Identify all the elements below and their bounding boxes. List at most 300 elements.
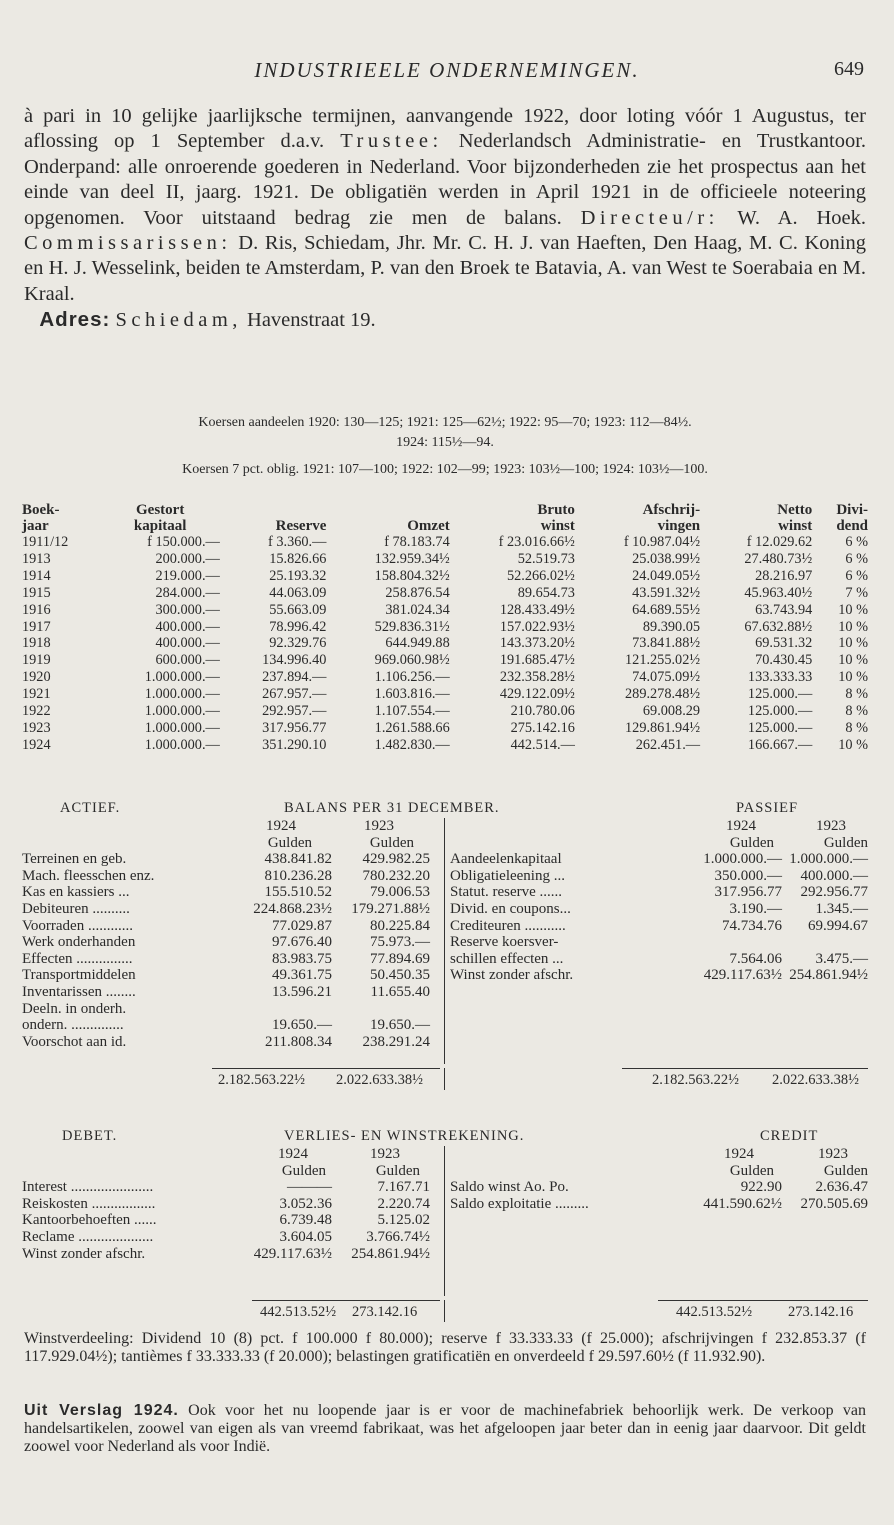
table-cell: 70.430.45 bbox=[755, 652, 813, 669]
table-cell: 10 % bbox=[838, 652, 868, 669]
year-1: 1924 bbox=[726, 818, 756, 834]
table-row bbox=[20, 551, 870, 568]
unit-header bbox=[450, 1163, 868, 1180]
debet-title: DEBET. bbox=[62, 1128, 118, 1144]
ledger-value-1924: 224.868.23½ bbox=[253, 900, 332, 917]
ledger-label: Terreinen en geb. bbox=[22, 851, 127, 868]
table-row bbox=[20, 703, 870, 720]
ledger-label: Divid. en coupons... bbox=[450, 900, 571, 917]
table-cell: 1.000.000.— bbox=[144, 669, 220, 686]
ledger-value-1923: 780.232.20 bbox=[362, 867, 430, 884]
share-prices-line: Koersen aandeelen 1920: 130—125; 1921: 125—62½; 1922: 95—70; 1923: 112—84½. bbox=[198, 415, 692, 430]
ledger-label: Saldo exploitatie ......... bbox=[450, 1195, 589, 1212]
table-cell: f 12.029.62 bbox=[746, 534, 813, 550]
table-cell: 25.038.99½ bbox=[632, 550, 701, 567]
ledger-value-1924: 1.000.000.— bbox=[703, 851, 782, 868]
ledger-value-1924: 49.361.75 bbox=[272, 967, 332, 984]
balance-columns bbox=[22, 818, 868, 1090]
actief-total-1924: 2.182.563.22½ bbox=[218, 1072, 305, 1088]
column-divider bbox=[444, 1300, 445, 1322]
unit-2: Gulden bbox=[375, 1162, 420, 1179]
ledger-value-1924: 3.190.— bbox=[729, 900, 782, 917]
ledger-value-1924: 7.564.06 bbox=[729, 950, 782, 967]
ledger-row bbox=[450, 901, 868, 918]
column-header: Afschrij- vingen bbox=[642, 502, 701, 534]
table-row bbox=[20, 585, 870, 602]
table-cell: 1921 bbox=[22, 686, 51, 703]
table-cell: 381.024.34 bbox=[385, 601, 450, 618]
table-cell: 1.106.256.— bbox=[374, 669, 450, 686]
annual-report bbox=[24, 1402, 866, 1456]
ledger-row bbox=[22, 851, 444, 868]
passief-total-1924: 2.182.563.22½ bbox=[652, 1072, 739, 1088]
ledger-value-1923: 429.982.25 bbox=[362, 851, 430, 868]
table-cell: 644.949.88 bbox=[385, 635, 450, 652]
debet-column bbox=[22, 1146, 444, 1262]
unit-header bbox=[450, 835, 868, 852]
ledger-value-1923: 79.006.53 bbox=[370, 884, 430, 901]
table-cell: 600.000.— bbox=[155, 652, 220, 669]
table-cell: 400.000.— bbox=[155, 618, 220, 635]
page-title: INDUSTRIEELE ONDERNEMINGEN. bbox=[254, 58, 640, 82]
credit-title: CREDIT bbox=[760, 1128, 819, 1144]
ledger-value-1923: 254.861.94½ bbox=[789, 967, 868, 984]
ledger-row bbox=[22, 1229, 444, 1246]
table-cell: 166.667.— bbox=[747, 736, 813, 753]
ledger-value-1924: 6.739.48 bbox=[279, 1212, 332, 1229]
table-cell: 63.743.94 bbox=[755, 601, 813, 618]
column-header: Bruto winst bbox=[537, 502, 575, 534]
year-header bbox=[22, 818, 444, 835]
ledger-label: Reiskosten ................. bbox=[22, 1195, 156, 1212]
table-cell: 1924 bbox=[22, 736, 51, 753]
table-cell: 15.826.66 bbox=[269, 550, 327, 567]
table-cell: 1911/12 bbox=[22, 534, 69, 550]
ledger-value-1924: 13.596.21 bbox=[272, 983, 332, 1000]
annual-report-body: Ook voor het nu loopende jaar is er voor de machinefabriek behoorlijk werk. De verkoop van handelsartikelen, zoowel van eigen als van vreemd fabrikaat, was het afgeloopen jaar beter dan in eenig jaar daarvoor. Dit geldt zoowel voor Nederland als voor Indië. bbox=[24, 1402, 867, 1455]
ledger-value-1923: 50.450.35 bbox=[370, 967, 430, 984]
unit-1: Gulden bbox=[729, 1162, 774, 1179]
ledger-row bbox=[450, 967, 868, 984]
ledger-value-1923: 179.271.88½ bbox=[351, 900, 430, 917]
ledger-label: Statut. reserve ...... bbox=[450, 884, 563, 901]
ledger-label: Winst zonder afschr. bbox=[22, 1245, 146, 1262]
ledger-value-1924: 3.052.36 bbox=[279, 1195, 332, 1212]
unit-header bbox=[22, 1163, 444, 1180]
ledger-row bbox=[22, 967, 444, 984]
actief-total-1923: 2.022.633.38½ bbox=[336, 1072, 423, 1088]
column-header: Reserve bbox=[275, 518, 327, 534]
column-header: Divi- dend bbox=[836, 502, 868, 534]
ledger-value-1923: 5.125.02 bbox=[377, 1212, 430, 1229]
table-cell: 289.278.48½ bbox=[625, 686, 701, 703]
ledger-label: Voorschot aan id. bbox=[22, 1033, 127, 1050]
year-1: 1924 bbox=[278, 1146, 308, 1162]
table-cell: 232.358.28½ bbox=[499, 669, 575, 686]
year-2: 1923 bbox=[370, 1146, 400, 1162]
table-cell: 1920 bbox=[22, 669, 51, 686]
table-cell: 258.876.54 bbox=[385, 584, 450, 601]
ledger-row bbox=[22, 868, 444, 885]
ledger-value-1924: 19.650.— bbox=[272, 1017, 332, 1034]
column-header: Boek- jaar bbox=[22, 502, 60, 534]
share-prices bbox=[24, 413, 866, 453]
ledger-value-1923: 254.861.94½ bbox=[351, 1245, 430, 1262]
ledger-label: Mach. fleesschen enz. bbox=[22, 867, 155, 884]
table-cell: 1.107.554.— bbox=[374, 703, 450, 720]
ledger-value-1924: 429.117.63½ bbox=[253, 1245, 332, 1262]
ledger-label: Aandeelenkapitaal bbox=[450, 851, 562, 868]
table-cell: 129.861.94½ bbox=[625, 719, 701, 736]
unit-1: Gulden bbox=[267, 834, 312, 851]
table-cell: 74.075.09½ bbox=[632, 669, 701, 686]
ledger-value-1924: 74.734.76 bbox=[722, 917, 782, 934]
column-header: Gestort kapitaal bbox=[133, 502, 187, 534]
ledger-row bbox=[450, 951, 868, 968]
table-cell: 237.894.— bbox=[262, 669, 327, 686]
table-row bbox=[20, 652, 870, 669]
description-paragraph bbox=[24, 104, 866, 307]
table-cell: 134.996.40 bbox=[262, 652, 327, 669]
column-divider bbox=[444, 1068, 445, 1090]
ledger-row bbox=[22, 1179, 444, 1196]
credit-total-1923: 273.142.16 bbox=[788, 1304, 854, 1320]
table-row bbox=[20, 534, 870, 551]
column-header: Netto winst bbox=[777, 502, 813, 534]
table-cell: 125.000.— bbox=[747, 719, 813, 736]
ledger-value-1923: 19.650.— bbox=[370, 1017, 430, 1034]
actief-title: ACTIEF. bbox=[60, 800, 121, 816]
ledger-value-1923: 3.766.74½ bbox=[366, 1228, 430, 1245]
profit-loss-columns bbox=[22, 1146, 868, 1328]
ledger-row bbox=[450, 868, 868, 885]
ledger-value-1924: 155.510.52 bbox=[264, 884, 332, 901]
results-table bbox=[20, 498, 870, 754]
actief-column bbox=[22, 818, 444, 1050]
table-cell: 27.480.73½ bbox=[744, 550, 813, 567]
debet-total-1923: 273.142.16 bbox=[352, 1304, 418, 1320]
table-cell: 262.451.— bbox=[635, 736, 701, 753]
ledger-label: Voorraden ............ bbox=[22, 917, 133, 934]
table-row bbox=[20, 669, 870, 686]
profit-loss-title: VERLIES- EN WINSTREKENING. bbox=[284, 1128, 525, 1144]
unit-2: Gulden bbox=[369, 834, 414, 851]
table-cell: 128.433.49½ bbox=[499, 601, 575, 618]
table-cell: 10 % bbox=[838, 635, 868, 652]
table-cell: 28.216.97 bbox=[755, 567, 813, 584]
share-prices-line: 1924: 115½—94. bbox=[396, 435, 494, 450]
table-cell: 89.390.05 bbox=[642, 618, 701, 635]
table-cell: 1918 bbox=[22, 635, 51, 652]
table-cell: 125.000.— bbox=[747, 686, 813, 703]
ledger-value-1924: 810.236.28 bbox=[264, 867, 332, 884]
table-cell: 400.000.— bbox=[155, 635, 220, 652]
ledger-value-1924: 77.029.87 bbox=[272, 917, 332, 934]
annual-report-label: Uit Verslag 1924. bbox=[24, 1402, 179, 1419]
year-2: 1923 bbox=[816, 818, 846, 834]
table-cell: 69.008.29 bbox=[642, 703, 701, 720]
table-cell: 1.000.000.— bbox=[144, 736, 220, 753]
table-cell: 45.963.40½ bbox=[744, 584, 813, 601]
table-cell: 1922 bbox=[22, 703, 51, 720]
balance-sheet bbox=[22, 800, 868, 1090]
ledger-label: Reclame .................... bbox=[22, 1228, 154, 1245]
table-cell: 1914 bbox=[22, 567, 51, 584]
ledger-value-1923: 400.000.— bbox=[800, 867, 868, 884]
ledger-value-1923: 80.225.84 bbox=[370, 917, 430, 934]
ledger-label: Kantoorbehoeften ...... bbox=[22, 1212, 157, 1229]
ledger-row bbox=[22, 984, 444, 1001]
table-cell: f 78.183.74 bbox=[384, 534, 450, 550]
ledger-value-1924: ——— bbox=[287, 1179, 332, 1196]
table-cell: 210.780.06 bbox=[510, 703, 575, 720]
ledger-value-1923: 7.167.71 bbox=[377, 1179, 430, 1196]
actief-rows bbox=[22, 851, 444, 1050]
ledger-value-1923: 292.956.77 bbox=[800, 884, 868, 901]
profit-distribution-text: Winstverdeeling: Dividend 10 (8) pct. f 100.000 f 80.000); reserve f 33.333.33 (f 25.000); afschrijvingen f 232.853.37 (f 117.929.04½); tantièmes f 33.333.33 (f 20.000); belastingen gratificatiën en onverdeeld f 29.597.60½ (f 11.932.90). bbox=[24, 1330, 866, 1365]
table-cell: f 3.360.— bbox=[268, 534, 327, 550]
table-cell: 219.000.— bbox=[155, 567, 220, 584]
ledger-label: Debiteuren .......... bbox=[22, 900, 130, 917]
table-row bbox=[20, 737, 870, 754]
table-row bbox=[20, 635, 870, 652]
table-cell: 143.373.20½ bbox=[499, 635, 575, 652]
directeur-label: Directeu/r: bbox=[580, 206, 719, 229]
table-cell: 1915 bbox=[22, 584, 51, 601]
ledger-value-1924: 3.604.05 bbox=[279, 1228, 332, 1245]
ledger-row bbox=[22, 1246, 444, 1263]
table-row bbox=[20, 619, 870, 636]
ledger-row bbox=[22, 1001, 444, 1018]
year-1: 1924 bbox=[266, 818, 296, 834]
table-cell: 10 % bbox=[838, 601, 868, 618]
total-rule-left bbox=[212, 1068, 440, 1069]
table-cell: 92.329.76 bbox=[269, 635, 327, 652]
table-cell: 10 % bbox=[838, 736, 868, 753]
table-cell: f 23.016.66½ bbox=[498, 534, 575, 550]
table-cell: 8 % bbox=[845, 703, 868, 720]
total-rule-left bbox=[252, 1300, 440, 1301]
ledger-value-1924: 317.956.77 bbox=[714, 884, 782, 901]
passief-column bbox=[450, 818, 868, 984]
column-header: Omzet bbox=[407, 518, 450, 534]
ledger-label: ondern. .............. bbox=[22, 1017, 124, 1034]
ledger-label: Reserve koersver- bbox=[450, 934, 559, 951]
ledger-row bbox=[22, 901, 444, 918]
table-row bbox=[20, 720, 870, 737]
table-cell: 121.255.02½ bbox=[625, 652, 701, 669]
table-cell: 25.193.32 bbox=[269, 567, 327, 584]
table-cell: 1919 bbox=[22, 652, 51, 669]
table-cell: 125.000.— bbox=[747, 703, 813, 720]
ledger-label: Winst zonder afschr. bbox=[450, 967, 574, 984]
ledger-value-1924: 438.841.82 bbox=[264, 851, 332, 868]
table-cell: 969.060.98½ bbox=[374, 652, 450, 669]
ledger-value-1923: 69.994.67 bbox=[808, 917, 868, 934]
table-cell: f 150.000.— bbox=[147, 534, 220, 550]
credit-total-1924: 442.513.52½ bbox=[676, 1304, 753, 1320]
table-cell: 89.654.73 bbox=[517, 584, 575, 601]
ledger-label: Inventarissen ........ bbox=[22, 983, 136, 1000]
ledger-row bbox=[450, 851, 868, 868]
year-2: 1923 bbox=[818, 1146, 848, 1162]
table-cell: 1923 bbox=[22, 719, 51, 736]
table-cell: 44.063.09 bbox=[269, 584, 327, 601]
table-cell: f 10.987.04½ bbox=[623, 534, 701, 550]
balance-sheet-header bbox=[22, 800, 868, 818]
year-header bbox=[22, 1146, 444, 1163]
table-cell: 1917 bbox=[22, 618, 51, 635]
unit-header bbox=[22, 835, 444, 852]
ledger-value-1923: 75.973.— bbox=[370, 934, 430, 951]
table-cell: 133.333.33 bbox=[747, 669, 813, 686]
table-cell: 52.266.02½ bbox=[506, 567, 575, 584]
column-divider bbox=[444, 818, 445, 1064]
commissarissen-names: D. Ris, Schiedam, Jhr. Mr. C. H. J. van Haeften, Den Haag, M. C. Koning en H. J. Wesselink, beiden te Amsterdam, P. van den Broek te Batavia, A. van West te Soerabaia en M. Kraal. bbox=[24, 232, 867, 305]
results-header-row bbox=[20, 498, 870, 534]
year-header bbox=[450, 818, 868, 835]
address-street: Havenstraat 19. bbox=[247, 309, 376, 332]
results-body bbox=[20, 534, 870, 754]
year-2: 1923 bbox=[364, 818, 394, 834]
table-cell: 1.000.000.— bbox=[144, 686, 220, 703]
ledger-label: Effecten ............... bbox=[22, 950, 133, 967]
passief-rows bbox=[450, 851, 868, 984]
ledger-row bbox=[22, 934, 444, 951]
table-cell: 1913 bbox=[22, 550, 51, 567]
ledger-value-1923: 2.220.74 bbox=[377, 1195, 430, 1212]
ledger-value-1923: 3.475.— bbox=[815, 950, 868, 967]
debet-total-1924: 442.513.52½ bbox=[260, 1304, 337, 1320]
ledger-row bbox=[450, 918, 868, 935]
table-cell: 78.996.42 bbox=[269, 618, 327, 635]
table-cell: 52.519.73 bbox=[517, 550, 575, 567]
annual-report-text bbox=[24, 1402, 866, 1456]
bond-terms: à pari in 10 gelijke jaarlijksche termijnen, aanvangende 1922, door loting vóór 1 Augustus, ter aflossing op 1 September d.a.v. bbox=[24, 105, 866, 153]
table-cell: 157.022.93½ bbox=[499, 618, 575, 635]
commissarissen-label: Commissarissen: bbox=[24, 232, 232, 255]
table-cell: 300.000.— bbox=[155, 601, 220, 618]
table-cell: 284.000.— bbox=[155, 584, 220, 601]
passief-title: PASSIEF bbox=[736, 800, 799, 816]
ledger-row bbox=[22, 1196, 444, 1213]
table-cell: 24.049.05½ bbox=[632, 567, 701, 584]
ledger-label: Obligatieleening ... bbox=[450, 867, 565, 884]
running-head bbox=[0, 58, 894, 88]
ledger-row bbox=[450, 1196, 868, 1213]
ledger-value-1923: 77.894.69 bbox=[370, 950, 430, 967]
table-row bbox=[20, 602, 870, 619]
credit-rows bbox=[450, 1179, 868, 1212]
credit-column bbox=[450, 1146, 868, 1212]
table-row bbox=[20, 568, 870, 585]
ledger-row bbox=[450, 934, 868, 951]
table-cell: 55.663.09 bbox=[269, 601, 327, 618]
table-cell: 10 % bbox=[838, 669, 868, 686]
table-cell: 8 % bbox=[845, 719, 868, 736]
ledger-row bbox=[22, 1034, 444, 1051]
table-cell: 6 % bbox=[845, 550, 868, 567]
table-cell: 6 % bbox=[845, 534, 868, 550]
ledger-value-1924: 97.676.40 bbox=[272, 934, 332, 951]
ledger-label: Kas en kassiers ... bbox=[22, 884, 130, 901]
column-divider bbox=[444, 1146, 445, 1296]
ledger-label: schillen effecten ... bbox=[450, 950, 564, 967]
ledger-value-1924: 211.808.34 bbox=[265, 1033, 332, 1050]
profit-loss-account bbox=[22, 1128, 868, 1328]
debet-rows bbox=[22, 1179, 444, 1262]
ledger-value-1923: 1.000.000.— bbox=[789, 851, 868, 868]
table-cell: 10 % bbox=[838, 618, 868, 635]
table-cell: 7 % bbox=[845, 584, 868, 601]
company-description bbox=[24, 104, 866, 334]
table-cell: 191.685.47½ bbox=[499, 652, 575, 669]
table-cell: 1.000.000.— bbox=[144, 719, 220, 736]
ledger-row bbox=[22, 918, 444, 935]
table-cell: 1916 bbox=[22, 601, 51, 618]
unit-1: Gulden bbox=[729, 834, 774, 851]
table-cell: 292.957.— bbox=[262, 703, 327, 720]
address-line bbox=[24, 307, 866, 333]
table-cell: 1.603.816.— bbox=[374, 686, 450, 703]
table-cell: 351.290.10 bbox=[262, 736, 327, 753]
ledger-value-1923: 238.291.24 bbox=[362, 1033, 430, 1050]
ledger-value-1923: 2.636.47 bbox=[815, 1179, 868, 1196]
address-city: Schiedam, bbox=[115, 309, 242, 332]
ledger-value-1923: 270.505.69 bbox=[800, 1195, 868, 1212]
ledger-label: Interest ...................... bbox=[22, 1179, 154, 1196]
table-cell: 1.000.000.— bbox=[144, 703, 220, 720]
directeur-name: W. A. Hoek. bbox=[737, 206, 866, 229]
ledger-row bbox=[22, 951, 444, 968]
ledger-value-1923: 1.345.— bbox=[815, 900, 868, 917]
trustee-text: Nederlandsch Administratie- en Trustkantoor. Onderpand: alle onroerende goederen in Nederland. Voor bijzonderheden zie het prospectus aan het einde van deel II, jaarg. 1921. De obligatiën werden in April 1921 in de officieele noteering opgenomen. Voor uitstaand bedrag zie men de balans. bbox=[24, 130, 867, 229]
ledger-value-1924: 83.983.75 bbox=[272, 950, 332, 967]
total-rule-right bbox=[658, 1300, 868, 1301]
ledger-row bbox=[22, 1017, 444, 1034]
table-cell: 73.841.88½ bbox=[632, 635, 701, 652]
table-cell: 200.000.— bbox=[155, 550, 220, 567]
page-number: 649 bbox=[834, 58, 864, 80]
table-cell: 8 % bbox=[845, 686, 868, 703]
ledger-label: Crediteuren ........... bbox=[450, 917, 566, 934]
ledger-row bbox=[22, 1212, 444, 1229]
ledger-row bbox=[22, 884, 444, 901]
ledger-value-1924: 429.117.63½ bbox=[703, 967, 782, 984]
ledger-row bbox=[450, 884, 868, 901]
ledger-label: Transportmiddelen bbox=[22, 967, 136, 984]
ledger-label: Werk onderhanden bbox=[22, 934, 136, 951]
table-cell: 6 % bbox=[845, 567, 868, 584]
ledger-row bbox=[450, 1179, 868, 1196]
table-cell: 69.531.32 bbox=[755, 635, 813, 652]
bond-prices: Koersen 7 pct. oblig. 1921: 107—100; 1922: 102—99; 1923: 103½—100; 1924: 103½—100. bbox=[182, 462, 708, 477]
ledger-value-1923: 11.655.40 bbox=[370, 983, 430, 1000]
table-cell: 132.959.34½ bbox=[374, 550, 450, 567]
address-label: Adres: bbox=[39, 308, 111, 332]
unit-1: Gulden bbox=[281, 1162, 326, 1179]
year-header bbox=[450, 1146, 868, 1163]
table-cell: 1.482.830.— bbox=[374, 736, 450, 753]
table-cell: 64.689.55½ bbox=[632, 601, 701, 618]
table-cell: 158.804.32½ bbox=[374, 567, 450, 584]
table-cell: 275.142.16 bbox=[510, 719, 575, 736]
passief-total-1923: 2.022.633.38½ bbox=[772, 1072, 859, 1088]
unit-2: Gulden bbox=[823, 834, 868, 851]
trustee-label: Trustee: bbox=[340, 130, 443, 153]
table-cell: 67.632.88½ bbox=[744, 618, 813, 635]
balance-title: BALANS PER 31 DECEMBER. bbox=[284, 800, 500, 816]
